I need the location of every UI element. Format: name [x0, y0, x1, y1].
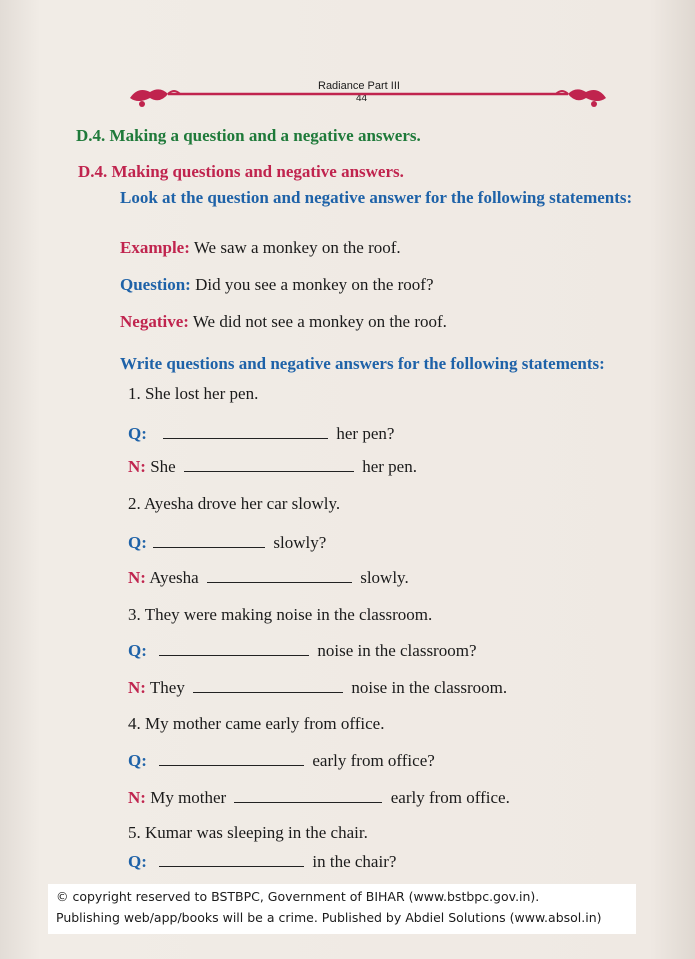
- exercise-statement: 2. Ayesha drove her car slowly.: [128, 494, 341, 513]
- example-text: We saw a monkey on the roof.: [193, 238, 401, 257]
- copyright-line-1: © copyright reserved to BSTBPC, Government of BIHAR (www.bstbpc.gov.in).: [56, 889, 540, 904]
- n-prefix: She: [150, 457, 176, 476]
- exercise-negative-line: [128, 678, 507, 698]
- q-suffix: her pen?: [336, 424, 395, 443]
- n-suffix: noise in the classroom.: [351, 678, 508, 697]
- question-text: Did you see a monkey on the roof?: [195, 275, 434, 294]
- exercise-question-line: [128, 424, 394, 444]
- q-suffix: in the chair?: [312, 852, 397, 871]
- running-header-title: Radiance Part III: [318, 80, 400, 92]
- n-suffix: her pen.: [362, 457, 417, 476]
- answer-blank[interactable]: [193, 691, 343, 693]
- exercise-negative-line: [128, 788, 510, 808]
- n-label: N:: [128, 568, 146, 587]
- answer-blank[interactable]: [234, 801, 382, 803]
- task-heading: Write questions and negative answers for the following statements:: [120, 354, 605, 373]
- n-label: N:: [128, 457, 146, 476]
- exercise-question-line: [128, 641, 477, 661]
- n-suffix: early from office.: [390, 788, 510, 807]
- exercise-statement: 1. She lost her pen.: [128, 384, 259, 403]
- example-line: [120, 238, 401, 258]
- negative-line: [120, 312, 447, 332]
- exercise-negative-line: [128, 457, 417, 477]
- exercise-statement: 4. My mother came early from office.: [128, 714, 385, 733]
- copyright-notice: [48, 884, 636, 934]
- exercise-negative-line: [128, 568, 409, 588]
- n-prefix: My mother: [150, 788, 227, 807]
- answer-blank[interactable]: [159, 654, 309, 656]
- negative-label: Negative:: [120, 312, 189, 331]
- section-heading-red: D.4. Making questions and negative answers.: [78, 162, 404, 181]
- question-line: [120, 275, 434, 295]
- negative-text: We did not see a monkey on the roof.: [192, 312, 447, 331]
- q-suffix: early from office?: [312, 751, 435, 770]
- answer-blank[interactable]: [207, 581, 352, 583]
- section-heading-green: D.4. Making a question and a negative answers.: [76, 126, 421, 145]
- exercise-question-line: [128, 751, 435, 771]
- answer-blank[interactable]: [159, 764, 304, 766]
- answer-blank[interactable]: [163, 437, 328, 439]
- n-label: N:: [128, 678, 146, 697]
- q-suffix: noise in the classroom?: [317, 641, 477, 660]
- page-number: 44: [356, 93, 368, 104]
- instruction-text: Look at the question and negative answer for the following statements:: [120, 188, 633, 207]
- answer-blank[interactable]: [153, 546, 265, 548]
- q-label: Q:: [128, 641, 147, 660]
- q-label: Q:: [128, 533, 147, 552]
- header-ornament-icon: [128, 84, 608, 110]
- copyright-line-2: Publishing web/app/books will be a crime. Published by Abdiel Solutions (www.absol.in): [56, 910, 602, 925]
- n-label: N:: [128, 788, 146, 807]
- exercise-statement: 5. Kumar was sleeping in the chair.: [128, 823, 368, 842]
- exercise-statement: 3. They were making noise in the classroom.: [128, 605, 433, 624]
- answer-blank[interactable]: [184, 470, 354, 472]
- q-label: Q:: [128, 751, 147, 770]
- n-prefix: Ayesha: [149, 568, 199, 587]
- answer-blank[interactable]: [159, 865, 304, 867]
- q-label: Q:: [128, 852, 147, 871]
- q-label: Q:: [128, 424, 147, 443]
- q-suffix: slowly?: [273, 533, 327, 552]
- exercise-question-line: [128, 852, 396, 872]
- question-label: Question:: [120, 275, 191, 294]
- n-prefix: They: [149, 678, 185, 697]
- n-suffix: slowly.: [360, 568, 409, 587]
- exercise-question-line: [128, 533, 326, 553]
- example-label: Example:: [120, 238, 190, 257]
